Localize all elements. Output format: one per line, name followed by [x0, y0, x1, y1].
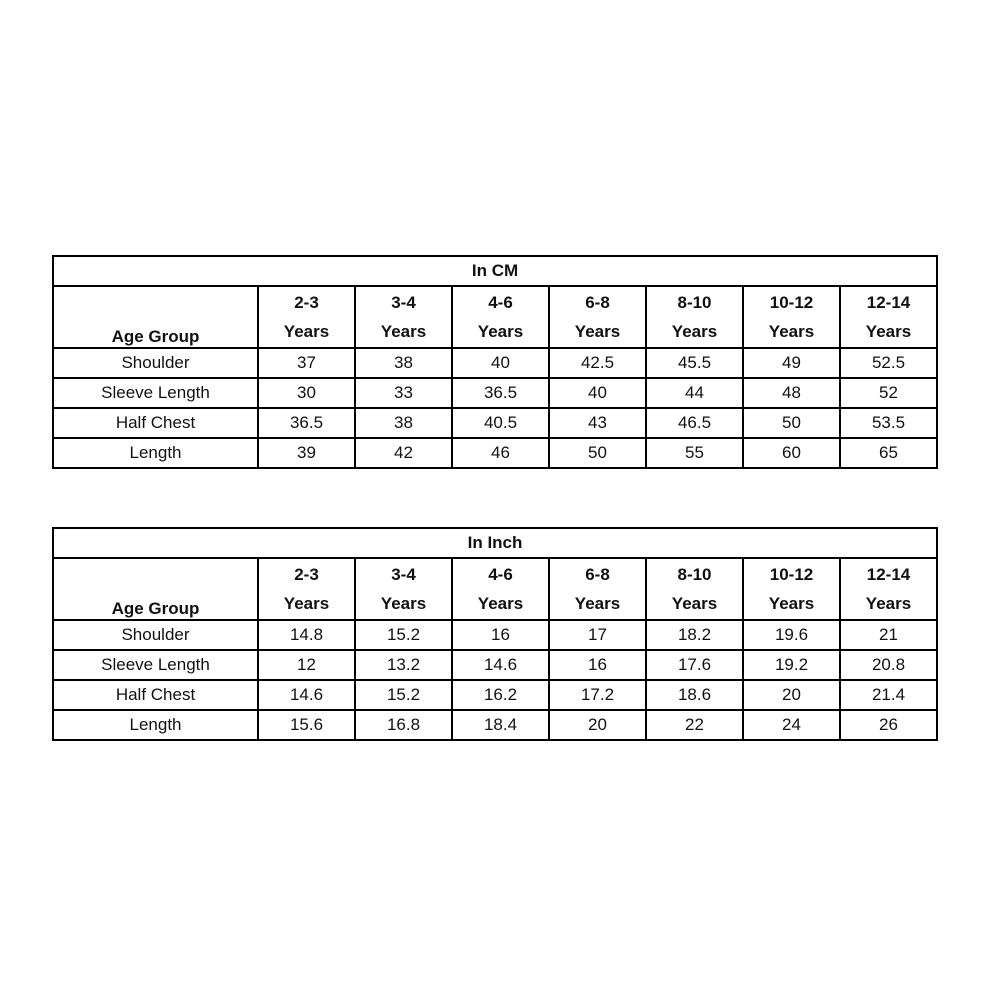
age-range: 8-10 — [677, 293, 712, 312]
table-row-half-chest — [53, 680, 937, 710]
row-label: Shoulder — [53, 620, 258, 650]
value-cell: 36.5 — [258, 408, 355, 438]
age-range: 3-4 — [391, 565, 416, 584]
corner-header-age-group: Age Group — [53, 286, 258, 348]
column-header-row — [53, 558, 937, 620]
value-cell: 19.6 — [743, 620, 840, 650]
column-header-4-6-years — [452, 558, 549, 620]
age-range: 12-14 — [866, 293, 911, 312]
value-cell: 38 — [355, 348, 452, 378]
value-cell: 24 — [743, 710, 840, 740]
value-cell: 17 — [549, 620, 646, 650]
value-cell: 12 — [258, 650, 355, 680]
value-cell: 16 — [452, 620, 549, 650]
age-range: 3-4 — [391, 293, 416, 312]
row-label: Sleeve Length — [53, 378, 258, 408]
value-cell: 40.5 — [452, 408, 549, 438]
row-label: Length — [53, 710, 258, 740]
table-title-row — [53, 528, 937, 558]
column-header-10-12-years — [743, 558, 840, 620]
value-cell: 49 — [743, 348, 840, 378]
value-cell: 44 — [646, 378, 743, 408]
age-range: 2-3 — [294, 565, 319, 584]
value-cell: 21 — [840, 620, 937, 650]
value-cell: 40 — [452, 348, 549, 378]
value-cell: 22 — [646, 710, 743, 740]
value-cell: 45.5 — [646, 348, 743, 378]
column-header-row — [53, 286, 937, 348]
column-header-6-8-years — [549, 286, 646, 348]
age-word: Years — [380, 322, 427, 341]
value-cell: 43 — [549, 408, 646, 438]
value-cell: 39 — [258, 438, 355, 468]
value-cell: 15.2 — [355, 680, 452, 710]
value-cell: 17.2 — [549, 680, 646, 710]
column-header-8-10-years — [646, 558, 743, 620]
age-word: Years — [380, 594, 427, 613]
value-cell: 13.2 — [355, 650, 452, 680]
value-cell: 40 — [549, 378, 646, 408]
value-cell: 50 — [549, 438, 646, 468]
column-header-3-4-years — [355, 286, 452, 348]
value-cell: 18.6 — [646, 680, 743, 710]
value-cell: 46.5 — [646, 408, 743, 438]
column-header-3-4-years — [355, 558, 452, 620]
age-range: 4-6 — [488, 293, 513, 312]
age-word: Years — [574, 594, 621, 613]
table-row-shoulder — [53, 620, 937, 650]
value-cell: 33 — [355, 378, 452, 408]
value-cell: 37 — [258, 348, 355, 378]
age-word: Years — [671, 594, 718, 613]
value-cell: 17.6 — [646, 650, 743, 680]
value-cell: 26 — [840, 710, 937, 740]
age-range: 8-10 — [677, 565, 712, 584]
table-row-length — [53, 438, 937, 468]
age-range: 12-14 — [866, 565, 911, 584]
age-word: Years — [283, 322, 330, 341]
row-label: Half Chest — [53, 680, 258, 710]
table-title-row — [53, 256, 937, 286]
value-cell: 30 — [258, 378, 355, 408]
value-cell: 19.2 — [743, 650, 840, 680]
table-row-length — [53, 710, 937, 740]
row-label: Sleeve Length — [53, 650, 258, 680]
column-header-2-3-years — [258, 558, 355, 620]
size-table-cm — [52, 255, 938, 469]
value-cell: 14.6 — [452, 650, 549, 680]
value-cell: 18.4 — [452, 710, 549, 740]
age-word: Years — [768, 322, 815, 341]
value-cell: 52.5 — [840, 348, 937, 378]
column-header-8-10-years — [646, 286, 743, 348]
value-cell: 16 — [549, 650, 646, 680]
value-cell: 36.5 — [452, 378, 549, 408]
value-cell: 20.8 — [840, 650, 937, 680]
age-word: Years — [477, 594, 524, 613]
age-word: Years — [671, 322, 718, 341]
age-word: Years — [768, 594, 815, 613]
age-range: 10-12 — [769, 293, 814, 312]
age-word: Years — [865, 322, 912, 341]
row-label: Half Chest — [53, 408, 258, 438]
value-cell: 21.4 — [840, 680, 937, 710]
value-cell: 20 — [743, 680, 840, 710]
value-cell: 42.5 — [549, 348, 646, 378]
table-title-inch: In Inch — [53, 528, 937, 558]
value-cell: 16.2 — [452, 680, 549, 710]
table-row-half-chest — [53, 408, 937, 438]
column-header-12-14-years — [840, 286, 937, 348]
value-cell: 55 — [646, 438, 743, 468]
row-label: Length — [53, 438, 258, 468]
value-cell: 15.2 — [355, 620, 452, 650]
column-header-2-3-years — [258, 286, 355, 348]
value-cell: 14.8 — [258, 620, 355, 650]
value-cell: 20 — [549, 710, 646, 740]
value-cell: 50 — [743, 408, 840, 438]
age-word: Years — [574, 322, 621, 341]
column-header-12-14-years — [840, 558, 937, 620]
row-label: Shoulder — [53, 348, 258, 378]
age-range: 6-8 — [585, 565, 610, 584]
size-table-inch — [52, 527, 938, 741]
age-range: 10-12 — [769, 565, 814, 584]
column-header-6-8-years — [549, 558, 646, 620]
value-cell: 18.2 — [646, 620, 743, 650]
value-cell: 42 — [355, 438, 452, 468]
table-row-sleeve-length — [53, 378, 937, 408]
value-cell: 65 — [840, 438, 937, 468]
table-row-shoulder — [53, 348, 937, 378]
value-cell: 16.8 — [355, 710, 452, 740]
value-cell: 38 — [355, 408, 452, 438]
value-cell: 52 — [840, 378, 937, 408]
age-range: 2-3 — [294, 293, 319, 312]
value-cell: 46 — [452, 438, 549, 468]
value-cell: 14.6 — [258, 680, 355, 710]
value-cell: 15.6 — [258, 710, 355, 740]
value-cell: 48 — [743, 378, 840, 408]
age-range: 6-8 — [585, 293, 610, 312]
value-cell: 53.5 — [840, 408, 937, 438]
age-word: Years — [865, 594, 912, 613]
column-header-4-6-years — [452, 286, 549, 348]
table-row-sleeve-length — [53, 650, 937, 680]
column-header-10-12-years — [743, 286, 840, 348]
age-range: 4-6 — [488, 565, 513, 584]
corner-header-age-group: Age Group — [53, 558, 258, 620]
age-word: Years — [283, 594, 330, 613]
age-word: Years — [477, 322, 524, 341]
table-title-cm: In CM — [53, 256, 937, 286]
value-cell: 60 — [743, 438, 840, 468]
